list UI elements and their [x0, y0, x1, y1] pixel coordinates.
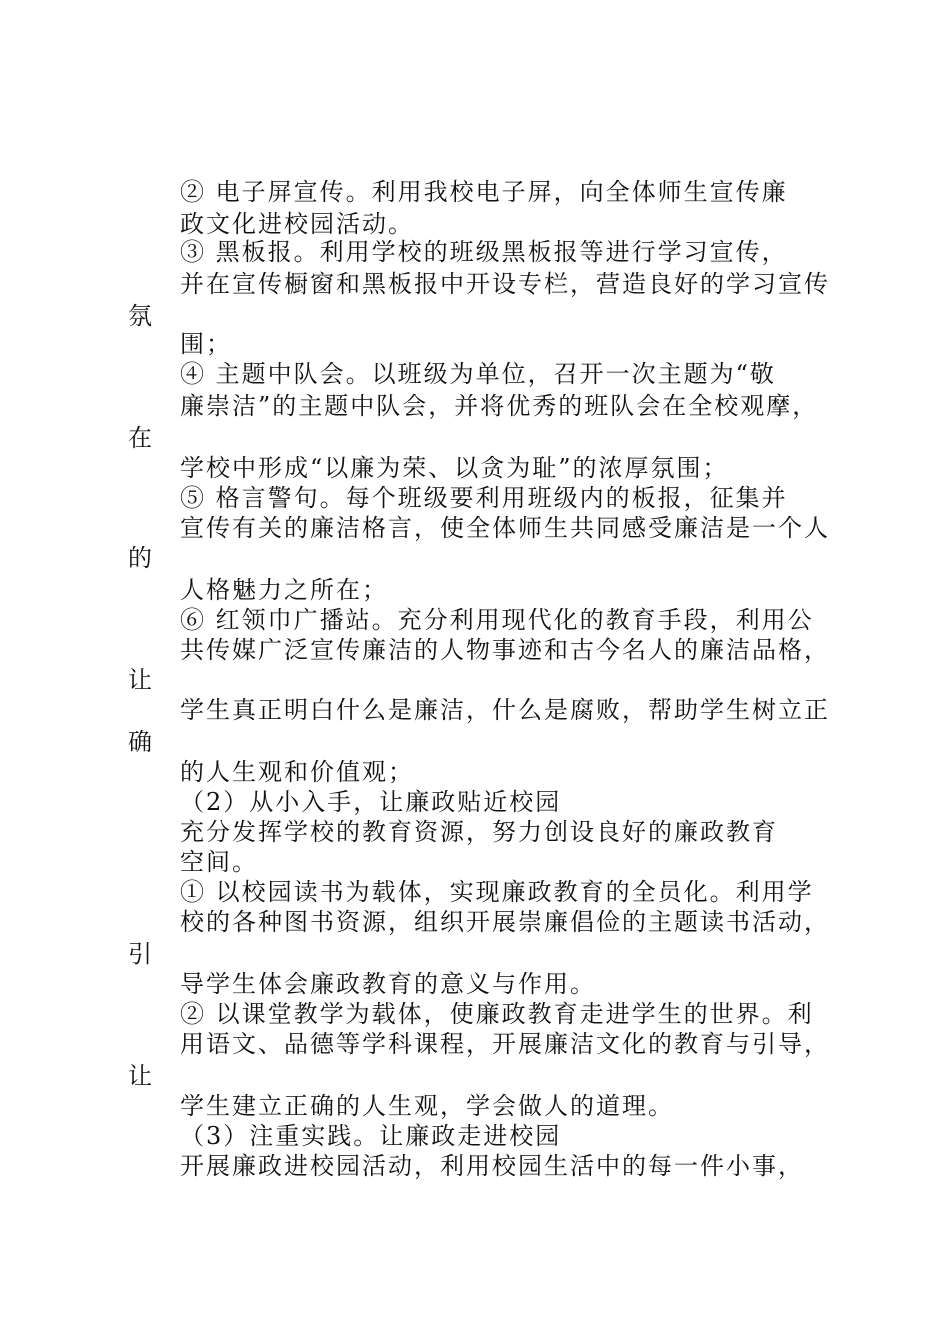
text-line: 宣传有关的廉洁格言，使全体师生共同感受廉洁是一个人: [180, 514, 830, 542]
text-line-wrap: 在: [128, 424, 154, 452]
text-line: ③ 黑板报。利用学校的班级黑板报等进行学习宣传，: [180, 238, 788, 266]
text-line: ④ 主题中队会。以班级为单位，召开一次主题为“敬: [180, 360, 776, 388]
text-line-wrap: 确: [128, 728, 154, 756]
text-line: 学生真正明白什么是廉洁，什么是腐败，帮助学生树立正: [180, 696, 830, 724]
text-line-wrap: 让: [128, 1062, 154, 1090]
section-heading: （2）从小入手，让廉政贴近校园: [180, 788, 562, 816]
text-line: 学校中形成“以廉为荣、以贪为耻”的浓厚氛围；: [180, 454, 729, 482]
text-line-wrap: 的: [128, 544, 154, 572]
text-line: 开展廉政进校园活动，利用校园生活中的每一件小事，: [180, 1152, 804, 1180]
text-line: ⑤ 格言警句。每个班级要利用班级内的板报，征集并: [180, 484, 788, 512]
text-line: 政文化进校园活动。: [180, 210, 414, 238]
text-line: 的人生观和价值观；: [180, 758, 414, 786]
text-line: 用语文、品德等学科课程，开展廉洁文化的教育与引导，: [180, 1030, 830, 1058]
text-line: 共传媒广泛宣传廉洁的人物事迹和古今名人的廉洁品格，: [180, 636, 830, 664]
text-line: ⑥ 红领巾广播站。充分利用现代化的教育手段，利用公: [180, 606, 814, 634]
text-line: 廉崇洁”的主题中队会，并将优秀的班队会在全校观摩，: [180, 392, 819, 420]
text-line: ② 以课堂教学为载体，使廉政教育走进学生的世界。利: [180, 1000, 814, 1028]
text-line: 导学生体会廉政教育的意义与作用。: [180, 970, 596, 998]
text-line: 学生建立正确的人生观，学会做人的道理。: [180, 1092, 674, 1120]
section-heading: （3）注重实践。让廉政走进校园: [180, 1122, 562, 1150]
text-line: 充分发挥学校的教育资源，努力创设良好的廉政教育: [180, 818, 778, 846]
text-line-wrap: 让: [128, 666, 154, 694]
text-line: 并在宣传橱窗和黑板报中开设专栏，营造良好的学习宣传: [180, 270, 830, 298]
text-line: ① 以校园读书为载体，实现廉政教育的全员化。利用学: [180, 878, 814, 906]
text-line: 围；: [180, 330, 232, 358]
text-line: 校的各种图书资源，组织开展崇廉倡俭的主题读书活动，: [180, 908, 830, 936]
text-line-wrap: 氛: [128, 302, 154, 330]
text-line-wrap: 引: [128, 940, 154, 968]
text-line: ② 电子屏宣传。利用我校电子屏，向全体师生宣传廉: [180, 178, 788, 206]
text-line: 空间。: [180, 848, 258, 876]
text-line: 人格魅力之所在；: [180, 576, 388, 604]
